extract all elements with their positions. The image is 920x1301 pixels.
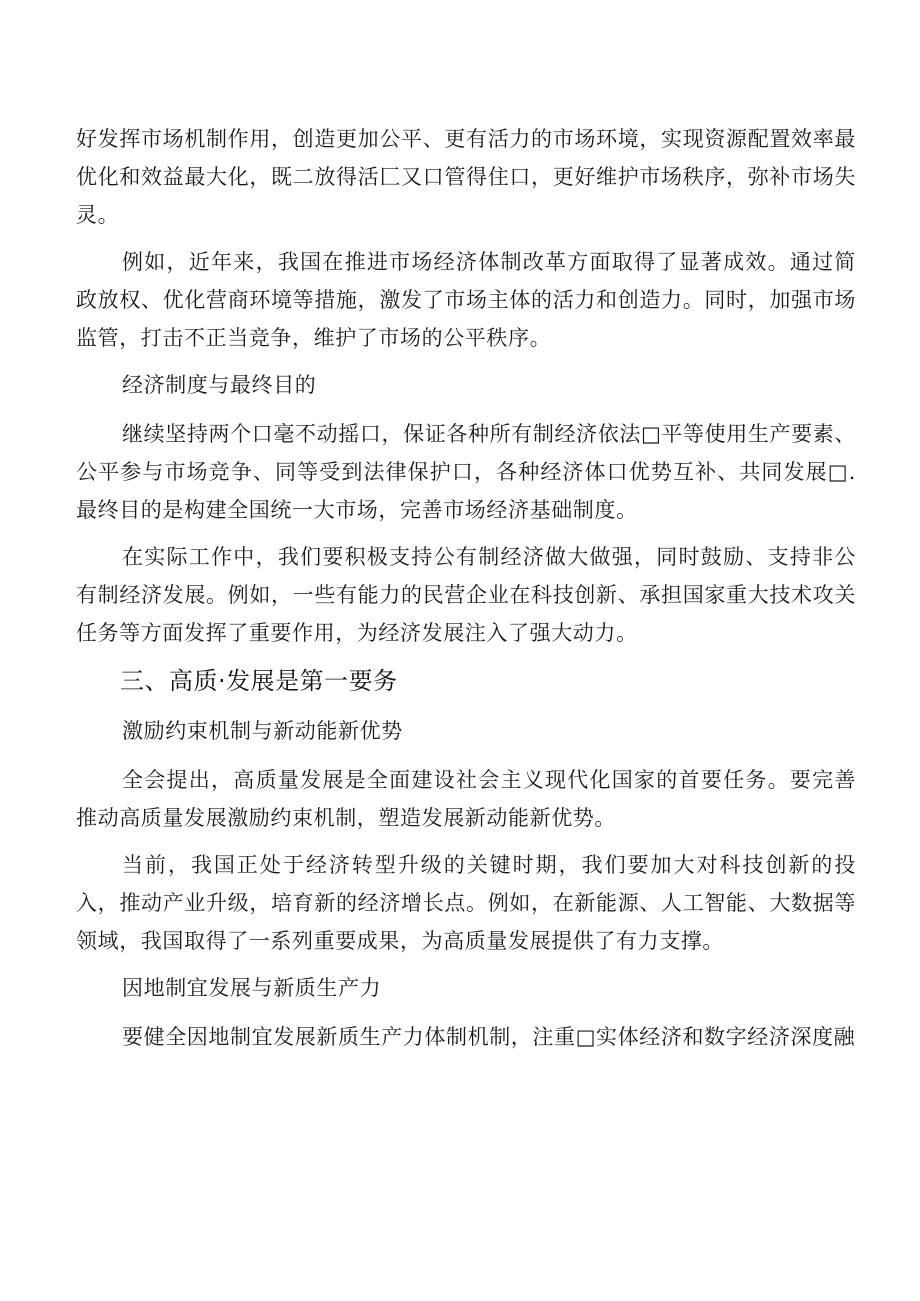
paragraph-new-productive-forces: 要健全因地制宜发展新质生产力体制机制，注重□实体经济和数字经济深度融 [122,1025,856,1049]
subheading-local-conditions: 因地制宜发展与新质生产力 [122,976,382,1000]
paragraph-economic-transformation: 当前，我国正处于经济转型升级的关键时期，我们要加大对科技创新的投入，推动产业升级，培育新的经济增长点。例如，在新能源、人工智能、大数据等领域，我国取得了一系列重要成果，为高质量发展提供了有力支撑。 [76,853,856,953]
document-body [76,120,856,1065]
paragraph-market-mechanism: 好发挥市场机制作用，创造更加公平、更有活力的市场环境，实现资源配置效率最优化和效益最大化，既二放得活匚又口管得住口，更好维护市场秩序，弥补市场失灵。 [76,127,856,227]
paragraph-two-unwavering: 继续坚持两个口毫不动摇口，保证各种所有制经济依法□平等使用生产要素、公平参与市场竞争、同等受到法律保护口，各种经济体口优势互补、共同发展□.最终目的是构建全国统一大市场，完善市场经济基础制度。 [76,422,856,522]
paragraph-market-reform-example: 例如，近年来，我国在推进市场经济体制改革方面取得了显著成效。通过简政放权、优化营商环境等措施，激发了市场主体的活力和创造力。同时，加强市场监管，打击不正当竞争，维护了市场的公平秩序。 [76,250,856,350]
subheading-incentive-mechanism: 激励约束机制与新动能新优势 [122,719,403,743]
paragraph-plenary-proposal: 全会提出，高质量发展是全面建设社会主义现代化国家的首要任务。要完善推动高质量发展激励约束机制，塑造发展新动能新优势。 [76,768,856,830]
paragraph-public-private-economy: 在实际工作中，我们要积极支持公有制经济做大做强，同时鼓励、支持非公有制经济发展。例如，一些有能力的民营企业在科技创新、承担国家重大技术攻关任务等方面发挥了重要作用，为经济发展注入了强大动力。 [76,545,856,645]
section-heading-high-quality-development: 三、高质·发展是第一要务 [120,667,398,695]
subheading-economic-system: 经济制度与最终目的 [122,373,317,397]
